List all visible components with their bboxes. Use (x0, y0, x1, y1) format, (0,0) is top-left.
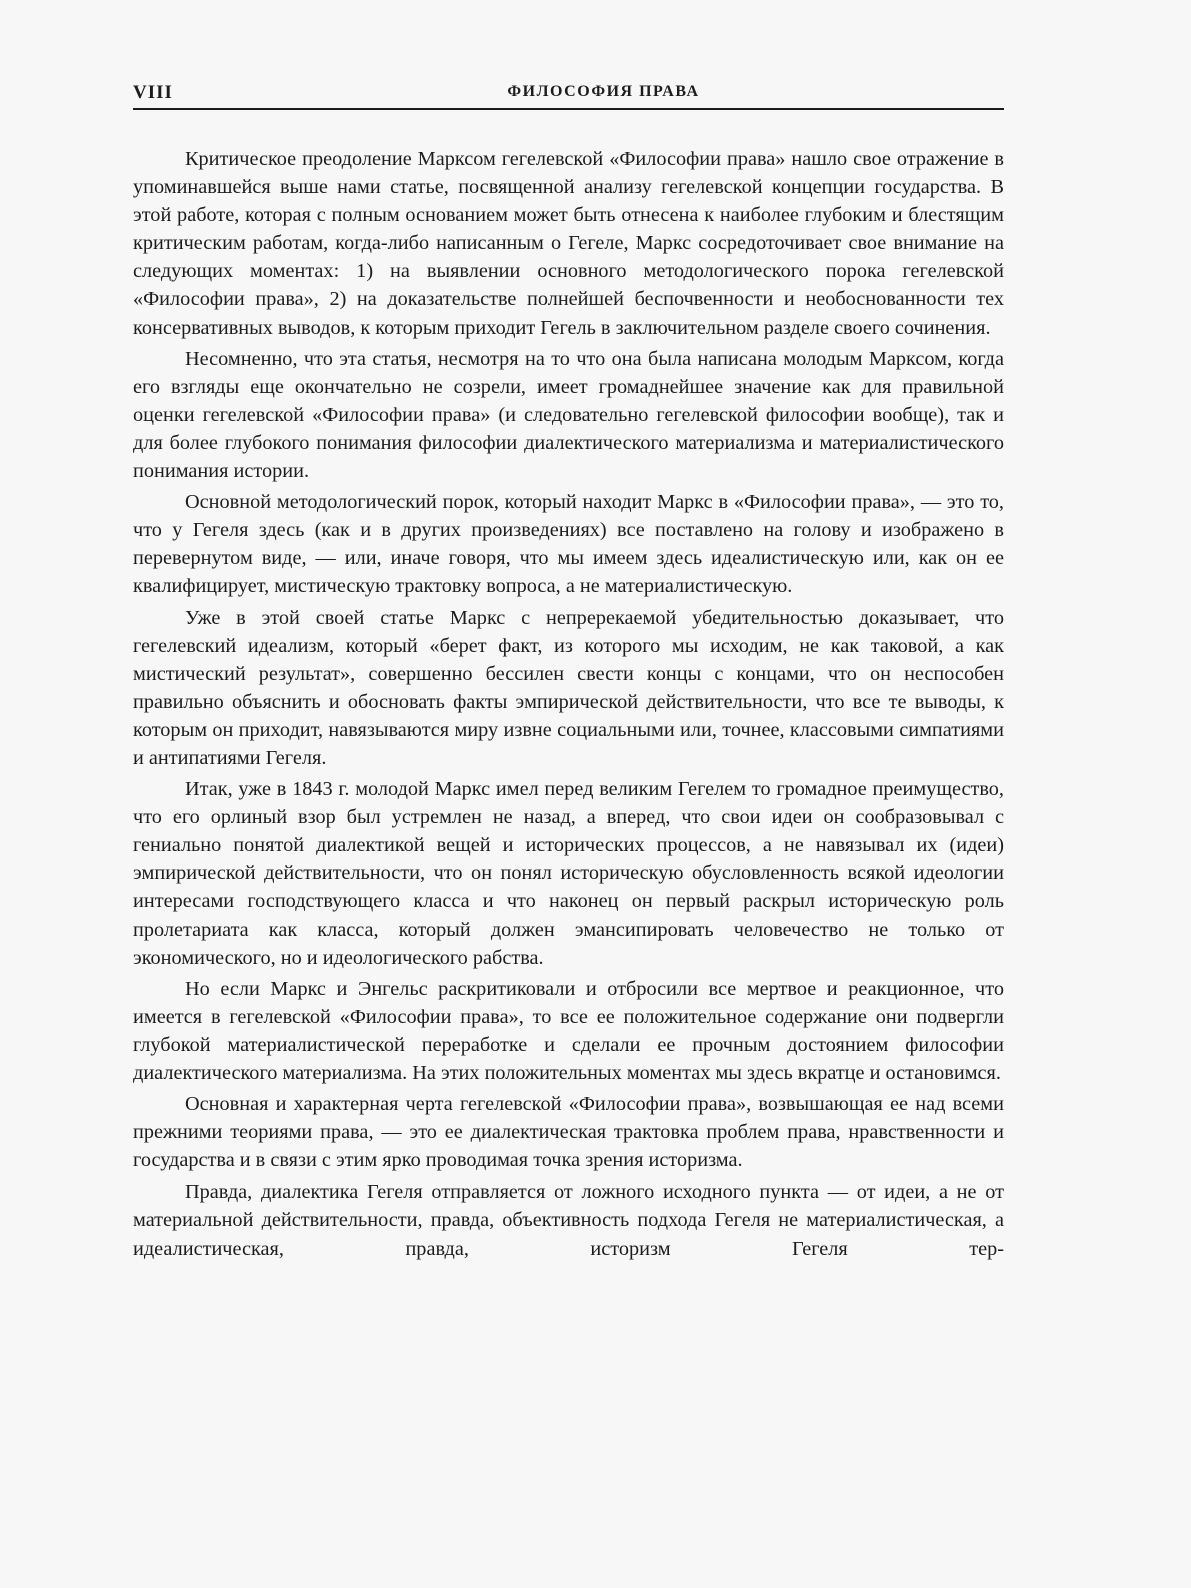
paragraph: Основной методологический порок, который находит Маркс в «Философии права», — это то, что у Гегеля здесь (как и в других произведениях) все поставлено на голову и изображено в перевернутом виде, — или, иначе говоря, что мы имеем здесь идеалистическую или, как он ее квалифицирует, мистическую трактовку вопроса, а не материалистическую. (133, 491, 1004, 598)
paragraph: Основная и характерная черта гегелевской «Философии права», возвышающая ее над всеми прежними теориями права, — это ее диалектическая трактовка проблем права, нравственности и государства и в связи с этим ярко проводимая точка зрения историзма. (133, 1093, 1004, 1172)
paragraph: Но если Маркс и Энгельс раскритиковали и отбросили все мертвое и реакционное, что имеется в гегелевской «Философии права», то все ее положительное содержание они подвергли глубокой материалистической переработке и сделали ее прочным достоянием философии диалектического материализма. На этих положительных моментах мы здесь вкратце и остановимся. (133, 977, 1004, 1084)
running-title: ФИЛОСОФИЯ ПРАВА (507, 83, 700, 100)
paragraph: Итак, уже в 1843 г. молодой Маркс имел перед великим Гегелем то громадное преимущество, что его орлиный взор был устремлен не назад, а вперед, что свои идеи он сообразовывал с гениально понятой диалектикой вещей и исторических процессов, а не навязывал их (идеи) эмпирической действительности, что он понял историческую обусловленность всякой идеологии интересами господствующего класса и что наконец он первый раскрыл историческую роль пролетариата как класса, который должен эмансипировать человечество не только от экономического, но и идеологического рабства. (133, 778, 1004, 969)
paragraph: Правда, диалектика Гегеля отправляется от ложного исходного пункта — от идеи, а не от материальной действительности, правда, объективность подхода Гегеля не материалистическая, а идеалистическая, правда, историзм Гегеля тер- (133, 1181, 1004, 1260)
paragraph: Несомненно, что эта статья, несмотря на то что она была написана молодым Марксом, когда его взгляды еще окончательно не созрели, имеет громаднейшее значение как для правильной оценки гегелевской «Философии права» (и следовательно гегелевской философии вообще), так и для более глубокого понимания философии диалектического материализма и материалистического понимания истории. (133, 347, 1004, 483)
body-text (133, 145, 1004, 1266)
running-header (133, 82, 1004, 110)
page-number: VIII (133, 82, 173, 103)
paragraph: Критическое преодоление Марксом гегелевской «Философии права» нашло свое отражение в упоминавшейся выше нами статье, посвященной анализу гегелевской концепции государства. В этой работе, которая с полным основанием может быть отнесена к наиболее глубоким и блестящим критическим работам, когда-либо написанным о Гегеле, Маркс сосредоточивает свое внимание на следующих моментах: 1) на выявлении основного методологического порока гегелевской «Философии права», 2) на доказательстве полнейшей беспочвенности и необоснованности тех консервативных выводов, к которым приходит Гегель в заключительном разделе своего сочинения. (133, 148, 1004, 339)
paragraph: Уже в этой своей статье Маркс с непререкаемой убедительностью доказывает, что гегелевский идеализм, который «берет факт, из которого мы исходим, не как таковой, а как мистический результат», совершенно бессилен свести концы с концами, что он неспособен правильно объяснить и обосновать факты эмпирической действительности, что все те выводы, к которым он приходит, навязываются миру извне социальными или, точнее, классовыми симпатиями и антипатиями Гегеля. (133, 606, 1004, 769)
